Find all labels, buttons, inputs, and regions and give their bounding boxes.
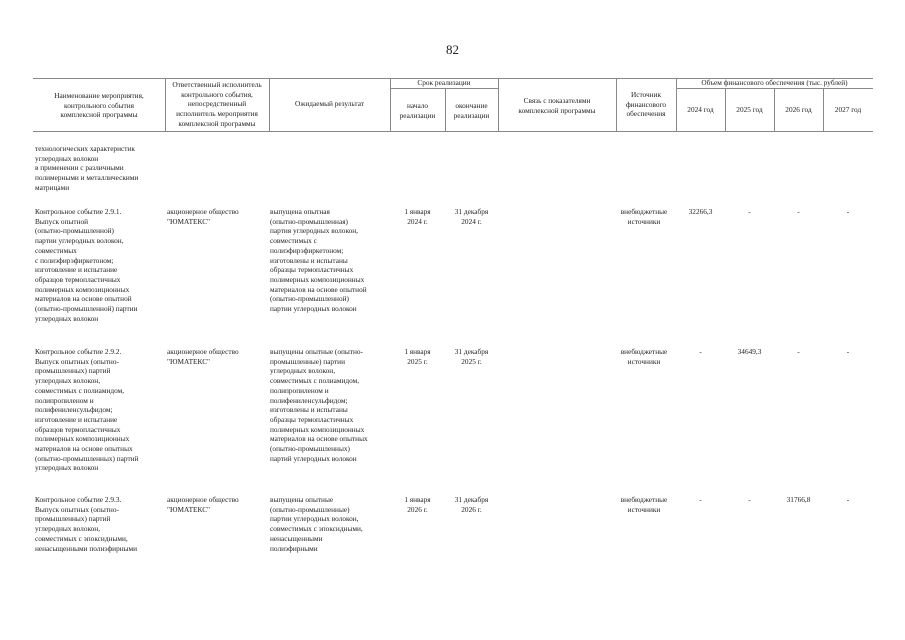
header-start: начало реализации [399,101,436,120]
row-responsible: акционерное общество "ЮМАТЕКС" [167,347,239,366]
header-period-rule [390,88,498,89]
header-period: Срок реализации [417,78,471,87]
row-value-2026: - [797,347,800,356]
header-year: 2026 год [785,105,812,114]
row-source: внебюджетные источники [620,347,668,366]
row-value-2027: - [846,347,850,356]
header-expected-result: Ожидаемый результат [295,99,364,108]
row-value-2024: 32266,3 [688,207,713,216]
row-value-2026: - [797,207,800,216]
header-year: 2025 год [736,105,763,114]
header-source: Источник финансового обеспечения [625,90,667,119]
row-value-2025: - [748,495,751,504]
row-value-2025: - [748,207,751,216]
row-result: выпущены опытные (опытно-промышленные) партии углеродных волокон, совместимых с эпоксидными, ненасыщенными полиэфирными [270,495,363,553]
header-responsible: Ответственный исполнитель контрольного события, непосредственный исполнитель мероприятия комплексной программы [172,80,262,128]
row-start: 1 января 2024 г. [404,207,431,226]
header-year: 2024 год [687,105,714,114]
row-name: Контрольное событие 2.9.2. Выпуск опытных (опытно- промышленных) партий углеродных волокон, совместимых с полиамидом, полипропиленом и полифениленсульфидом; изготовление и испытание образцов термопластичных полимерных композиционных материалов на основе опытных (опытно-промышленных) партий углеродных волокон [35,347,139,473]
header-name: Наименование мероприятия, контрольного события комплексной программы [54,91,144,120]
row-name: Контрольное событие 2.9.3. Выпуск опытных (опытно- промышленных) партий углеродных волокон, совместимых с эпоксидными, ненасыщенными полиэфирными [35,495,138,553]
row-end: 31 декабря 2025 г. [454,347,489,366]
header-bottom-rule [33,131,873,132]
row-value-2027: - [846,495,850,504]
row-end: 31 декабря 2026 г. [454,495,489,514]
row-value-2026: 31766,8 [786,495,811,504]
row-value-2027: - [846,207,850,216]
row-responsible: акционерное общество "ЮМАТЕКС" [167,495,239,514]
header-year: 2027 год [834,105,862,114]
row-start: 1 января 2026 г. [404,495,431,514]
continuation-name: технологических характеристик углеродных волокон в применении с различными полимерными и металлическими матрицами [35,144,139,192]
row-result: выпущена опытная (опытно-промышленная) партия углеродных волокон, совместимых с полиэфирэфиркетоном; изготовлены и испытаны образцы термопластичных полимерных композиционных материалов на основе опытной (опытно-промышленной) партии углеродных волокон [270,207,367,314]
row-value-2024: - [699,495,702,504]
header-link: Связь с показателями комплексной программы [518,96,596,115]
row-value-2024: - [699,347,702,356]
page-number: 82 [446,42,459,57]
row-end: 31 декабря 2024 г. [454,207,489,226]
row-result: выпущены опытные (опытно- промышленные) партии углеродных волокон, совместимых с полиамидом, полипропиленом и полифениленсульфидом; изготовлены и испытаны образцы термопластичных полимерных композиционных материалов на основе опытных (опытно-промышленных) партий углеродных волокон [270,347,368,463]
row-name: Контрольное событие 2.9.1. Выпуск опытной (опытно-промышленной) партии углеродных волокон, совместимых с полиэфирэфиркетоном; изготовление и испытание образцов термопластичных полимерных композиционных материалов на основе опытной (опытно-промышленной) партии углеродных волокон [35,207,138,323]
header-end: окончание реализации [453,101,490,120]
row-start: 1 января 2025 г. [404,347,431,366]
header-funding: Объем финансового обеспечения (тыс. рублей) [701,78,848,87]
row-responsible: акционерное общество "ЮМАТЕКС" [167,207,239,226]
row-value-2025: 34649,3 [737,347,762,356]
row-source: внебюджетные источники [620,207,668,226]
row-source: внебюджетные источники [620,495,668,514]
